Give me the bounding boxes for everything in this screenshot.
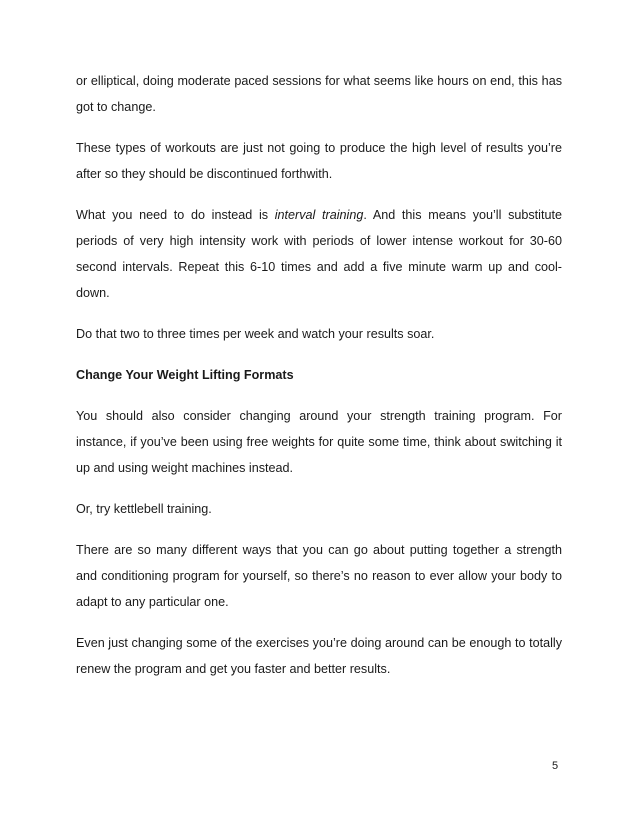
paragraph-elliptical: or elliptical, doing moderate paced sessions for what seems like hours on end, this has got to change.: [76, 74, 562, 114]
paragraph-strength-program: You should also consider changing around your strength training program. For instance, if you’ve been using free weights for quite some time, think about switching it up and using weight machines instead.: [76, 409, 562, 475]
paragraph-interval-training: [76, 202, 562, 306]
section-heading: Change Your Weight Lifting Formats: [76, 368, 294, 382]
interval-training-emphasis: interval training: [274, 208, 364, 222]
page-body: [76, 68, 562, 697]
page-number: 5: [552, 760, 559, 772]
interval-text-before: What you need to do instead is: [76, 208, 275, 222]
paragraph-many-ways: There are so many different ways that you can go about putting together a strength and conditioning program for yourself, so there’s no reason to ever allow your body to adapt to any particular one.: [76, 543, 562, 609]
interval-text-after: . And this means you’ll substitute periods of very high intensity work with periods of lower intense workout for 30-60 second intervals. Repeat this 6-10 times and add a five minute warm up and cool-down.: [76, 208, 562, 300]
paragraph-kettlebell: Or, try kettlebell training.: [76, 502, 212, 516]
paragraph-workout-types: These types of workouts are just not going to produce the high level of results you’re after so they should be discontinued forthwith.: [76, 141, 562, 181]
paragraph-frequency: Do that two to three times per week and watch your results soar.: [76, 327, 435, 341]
paragraph-renew-program: Even just changing some of the exercises you’re doing around can be enough to totally renew the program and get you faster and better results.: [76, 636, 562, 676]
